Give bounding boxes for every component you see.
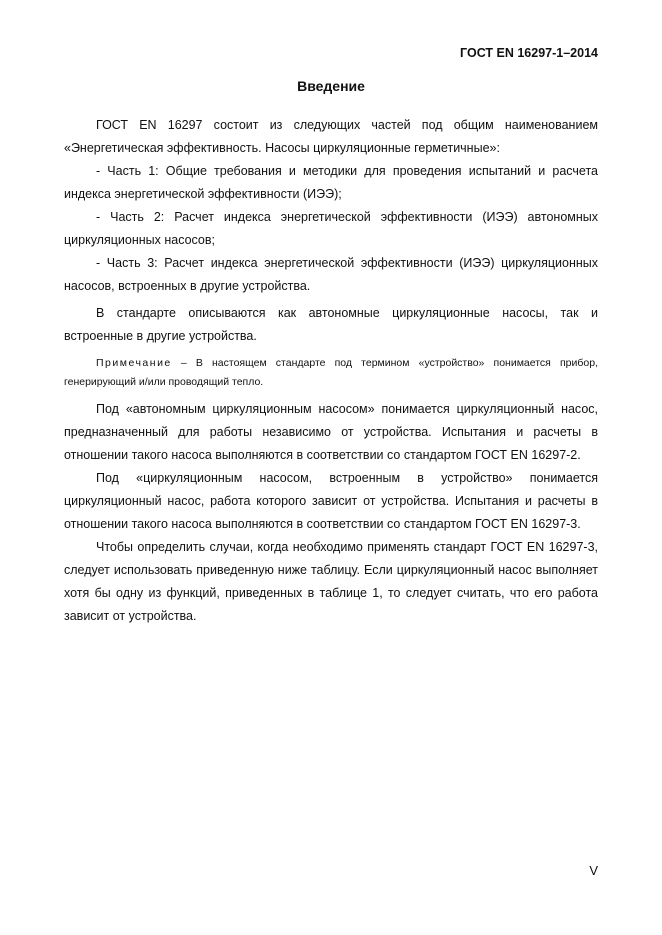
paragraph-part-3: - Часть 3: Расчет индекса энергетической эффективности (ИЭЭ) циркуляционных насосов, встроенных в другие устройства.	[64, 256, 598, 293]
page-number: V	[589, 863, 598, 878]
paragraph-standalone-pump: Под «автономным циркуляционным насосом» понимается циркуляционный насос, предназначенный для работы независимо от устройства. Испытания и расчеты в отношении такого насоса выполняются в соответствии со стандартом ГОСТ EN 16297-2.	[64, 402, 598, 462]
section-title: Введение	[297, 78, 365, 94]
note	[64, 354, 598, 392]
document-code: ГОСТ EN 16297-1–2014	[460, 46, 598, 60]
paragraph-intro: ГОСТ EN 16297 состоит из следующих частей под общим наименованием «Энергетическая эффективность. Насосы циркуляционные герметичные»:	[64, 118, 598, 155]
note-text: – В настоящем стандарте под термином «устройство» понимается прибор, генерирующий и/или проводящий тепло.	[64, 357, 598, 388]
paragraph-part-1: - Часть 1: Общие требования и методики для проведения испытаний и расчета индекса энергетической эффективности (ИЭЭ);	[64, 164, 598, 201]
note-label: Примечание	[96, 357, 172, 369]
paragraph-integrated-pump: Под «циркуляционным насосом, встроенным в устройство» понимается циркуляционный насос, работа которого зависит от устройства. Испытания и расчеты в отношении такого насоса выполняются в соответствии со стандартом ГОСТ EN 16297-3.	[64, 471, 598, 531]
paragraph-scope: В стандарте описываются как автономные циркуляционные насосы, так и встроенные в другие устройства.	[64, 306, 598, 343]
paragraph-part-2: - Часть 2: Расчет индекса энергетической эффективности (ИЭЭ) автономных циркуляционных насосов;	[64, 210, 598, 247]
document-body	[64, 114, 598, 628]
paragraph-determination: Чтобы определить случаи, когда необходимо применять стандарт ГОСТ EN 16297-3, следует использовать приведенную ниже таблицу. Если циркуляционный насос выполняет хотя бы одну из функций, приведенных в таблице 1, то следует считать, что его работа зависит от устройства.	[64, 540, 598, 623]
